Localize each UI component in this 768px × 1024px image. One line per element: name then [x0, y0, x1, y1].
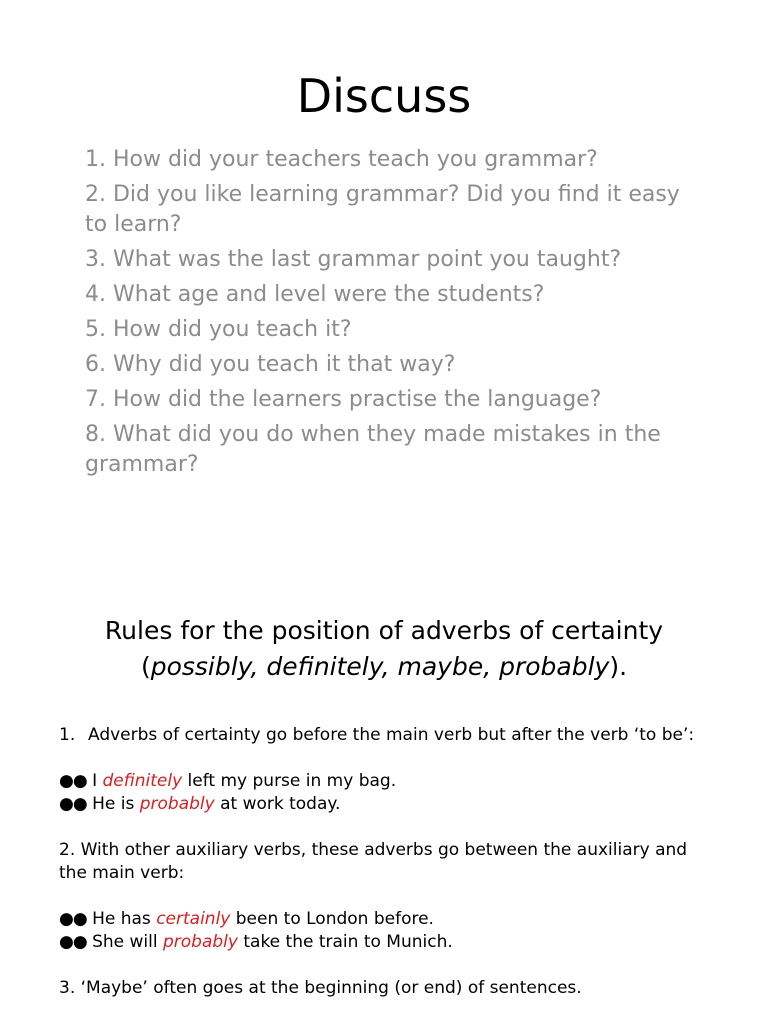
rules-heading-line: Rules for the position of adverbs of certainty: [104, 616, 664, 645]
rules-heading-adverb-examples: possibly, definitely, maybe, probably: [150, 652, 610, 681]
question-item: 6. Why did you teach it that way?: [85, 352, 456, 377]
rule-3: 3. ‘Maybe’ often goes at the beginning (or end) of sentences.: [59, 978, 582, 998]
example-text: She will: [86, 932, 163, 952]
example-text: I: [86, 771, 103, 791]
example-sentence: [59, 908, 699, 931]
question-item: 1. How did your teachers teach you grammar?: [85, 147, 598, 172]
highlighted-adverb: probably: [162, 932, 238, 952]
highlighted-adverb: certainly: [156, 909, 231, 929]
bullet-icon: ●●: [59, 771, 87, 791]
example-text: He has: [86, 909, 157, 929]
example-text: at work today.: [214, 794, 341, 814]
highlighted-adverb: definitely: [102, 771, 183, 791]
example-text: He is: [86, 794, 140, 814]
bullet-icon: ●●: [59, 909, 87, 929]
example-text: been to London before.: [230, 909, 434, 929]
rule-1: [59, 724, 699, 747]
rules-body: [59, 724, 699, 1000]
slide-title: Discuss: [296, 69, 472, 123]
question-item: 3. What was the last grammar point you taught?: [85, 247, 622, 272]
highlighted-adverb: probably: [139, 794, 215, 814]
example-sentence: [59, 770, 699, 793]
rules-heading-open-paren: (: [140, 652, 151, 681]
rules-heading-close-paren: ).: [609, 652, 628, 681]
example-sentence: [59, 931, 699, 954]
rule-1-number: 1.: [59, 725, 76, 745]
example-sentence: [59, 793, 699, 816]
example-text: left my purse in my bag.: [182, 771, 397, 791]
question-item: 2. Did you like learning grammar? Did you find it easy to learn?: [85, 182, 680, 237]
rule-2: 2. With other auxiliary verbs, these adverbs go between the auxiliary and the main verb:: [59, 840, 688, 883]
bullet-icon: ●●: [59, 794, 87, 814]
question-item: 5. How did you teach it?: [85, 317, 352, 342]
question-item: 8. What did you do when they made mistakes in the grammar?: [85, 422, 661, 477]
discussion-question-list: [85, 145, 685, 485]
rule-1-text: Adverbs of certainty go before the main verb but after the verb ‘to be’:: [88, 725, 695, 745]
question-item: 7. How did the learners practise the language?: [85, 387, 602, 412]
rules-heading: [0, 613, 768, 685]
question-item: 4. What age and level were the students?: [85, 282, 545, 307]
bullet-icon: ●●: [59, 932, 87, 952]
example-text: take the train to Munich.: [237, 932, 453, 952]
